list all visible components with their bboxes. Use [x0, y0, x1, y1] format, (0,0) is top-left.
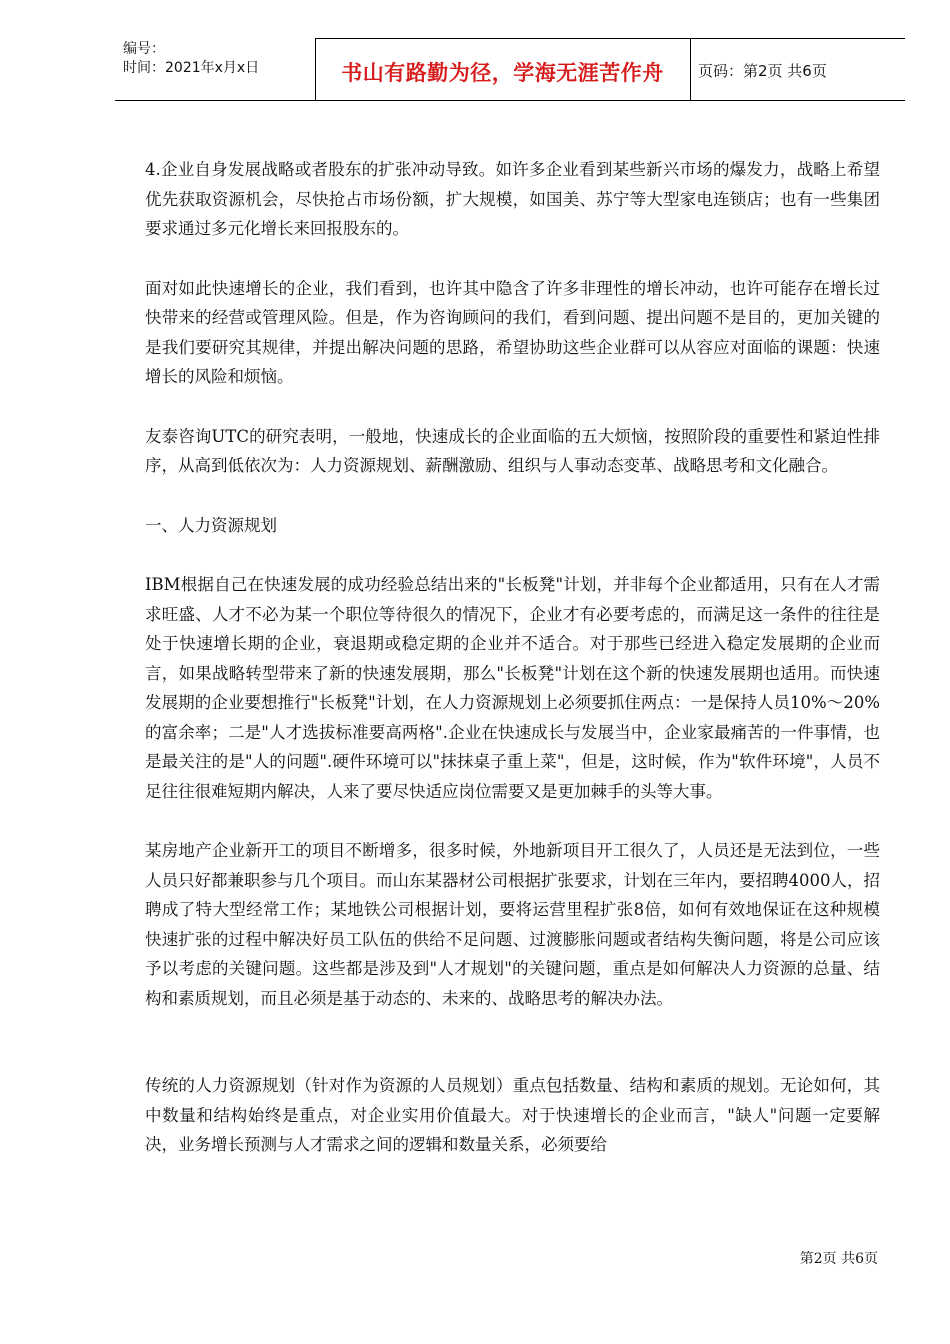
- paragraph-utc-research: 友泰咨询UTC的研究表明，一般地，快速成长的企业面临的五大烦恼，按照阶段的重要性和紧迫性排序，从高到低依次为：人力资源规划、薪酬激励、组织与人事动态变革、战略思考和文化融合。: [145, 426, 880, 475]
- page-footer: 第2页 共6页: [799, 1251, 878, 1267]
- header-top-rule: [315, 38, 905, 39]
- header-divider-2: [690, 38, 691, 100]
- paragraph-traditional-hr-planning: 传统的人力资源规划（针对作为资源的人员规划）重点包括数量、结构和素质的规划。无论如何，其中数量和结构始终是重点，对企业实用价值最大。对于快速增长的企业而言，"缺人"问题一定要解决，业务增长预测与人才需求之间的逻辑和数量关系，必须要给: [145, 1076, 880, 1154]
- document-body: [145, 155, 880, 1160]
- header-page-number: 页码：第2页 共6页: [698, 62, 827, 80]
- document-time-label: 时间：2021年x月x日: [123, 60, 260, 76]
- paragraph-ibm-bench-plan: IBM根据自己在快速发展的成功经验总结出来的"长板凳"计划，并非每个企业都适用，只有在人才需求旺盛、人才不必为某一个职位等待很久的情况下，企业才有必要考虑的，而满足这一条件的往往是处于快速增长期的企业，衰退期或稳定期的企业并不适合。对于那些已经进入稳定发展期的企业而言，如果战略转型带来了新的快速发展期，那么"长板凳"计划在这个新的快速发展期也适用。而快速发展期的企业要想推行"长板凳"计划，在人力资源规划上必须要抓住两点：一是保持人员10%～20%的富余率；二是"人才选拔标准要高两格".企业在快速成长与发展当中，企业家最痛苦的一件事情，也是最关注的是"人的问题".硬件环境可以"抹抹桌子重上菜"，但是，这时候，作为"软件环境"，人员不足往往很难短期内解决，人来了要尽快适应岗位需要又是更加棘手的头等大事。: [145, 575, 880, 801]
- page-header: [115, 38, 905, 101]
- document-number-label: 编号：: [123, 41, 165, 57]
- paragraph-case-examples: 某房地产企业新开工的项目不断增多，很多时候，外地新项目开工很久了，人员还是无法到位，一些人员只好都兼职参与几个项目。而山东某器材公司根据扩张要求，计划在三年内，要招聘4000人，招聘成了特大型经常工作；某地铁公司根据计划，要将运营里程扩张8倍，如何有效地保证在这种规模快速扩张的过程中解决好员工队伍的供给不足问题、过渡膨胀问题或者结构失衡问题，将是公司应该予以考虑的关键问题。这些都是涉及到"人才规划"的关键问题，重点是如何解决人力资源的总量、结构和素质规划，而且必须是基于动态的、未来的、战略思考的解决办法。: [145, 841, 880, 1008]
- paragraph-consultant-view: 面对如此快速增长的企业，我们看到，也许其中隐含了许多非理性的增长冲动，也许可能存在增长过快带来的经营或管理风险。但是，作为咨询顾问的我们，看到问题、提出问题不是目的，更加关键的是我们要研究其规律，并提出解决问题的思路，希望协助这些企业群可以从容应对面临的课题：快速增长的风险和烦恼。: [145, 278, 880, 386]
- header-motto: 书山有路勤为径，学海无涯苦作舟: [341, 61, 664, 85]
- header-meta: [123, 40, 318, 78]
- paragraph-growth-strategy: 4.企业自身发展战略或者股东的扩张冲动导致。如许多企业看到某些新兴市场的爆发力，战略上希望优先获取资源机会，尽快抢占市场份额，扩大规模，如国美、苏宁等大型家电连锁店；也有一些集团要求通过多元化增长来回报股东的。: [145, 160, 880, 238]
- section-heading-hr-planning: 一、人力资源规划: [145, 515, 277, 535]
